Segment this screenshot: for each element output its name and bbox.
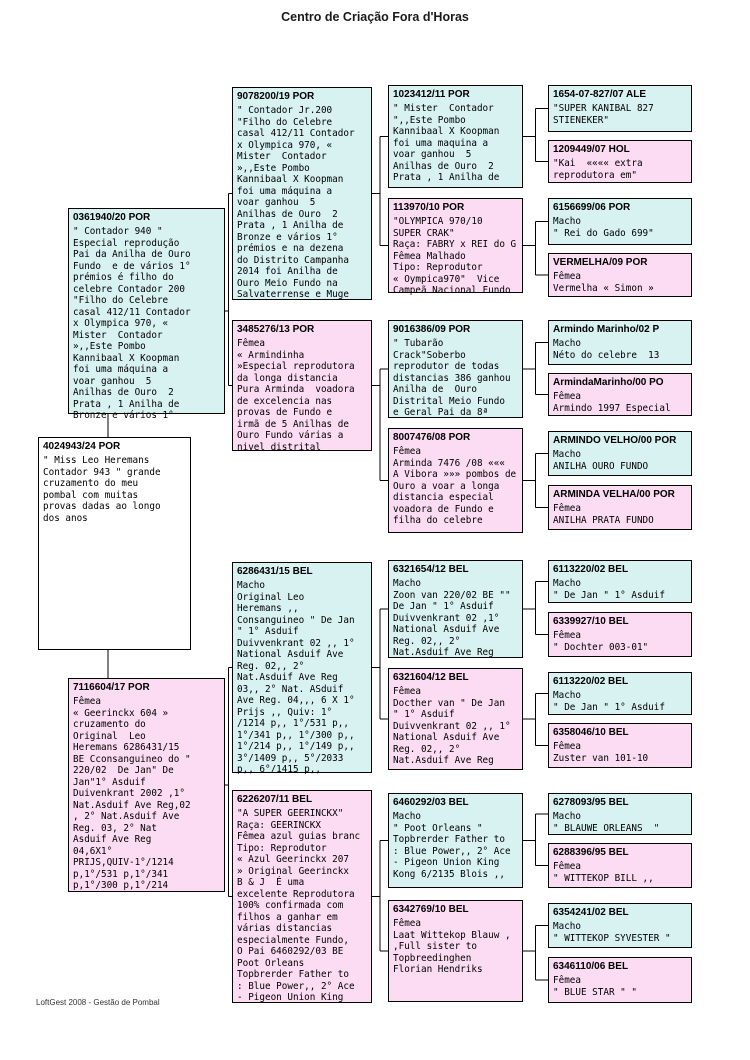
pedigree-box-sdds[interactable]: [548, 431, 692, 476]
footer-brand: LoftGest 2008 - Gestão de Pombal: [36, 998, 160, 1007]
ring-number: ArmindaMarinho/00 PO: [553, 377, 664, 388]
ring-number: 6113220/02 BEL: [553, 676, 629, 687]
pigeon-description: "Kai «««« extra reprodutora em": [553, 158, 643, 181]
pigeon-description: Fêmea Armindo 1997 Especial: [553, 391, 671, 414]
ring-number: 1654-07-827/07 ALE: [553, 89, 647, 100]
ring-number: 6156699/06 POR: [553, 202, 631, 213]
ring-number: 6278093/95 BEL: [553, 797, 629, 808]
pigeon-description: " Miss Leo Heremans Contador 943 " grande cruzamento do meu pombal com muitas provas dadas ao longo dos anos: [43, 455, 161, 524]
pigeon-description: Fêmea " Dochter 003-01": [553, 630, 649, 653]
report-title: Centro de Criação Fora d'Horas: [281, 10, 469, 24]
pigeon-description: " Contador 940 " Especial reprodução Pai da Anilha de Ouro Fundo e de vários 1° prémios é filho do celebre Contador 200 "Filho do Celebre casal 412/11 Contador x Olympica 970, « Mister Contador »,,Este Pombo Kannibaal X Koopman foi uma máquina a voar ganhou 5 Anilhas de Ouro 2 Prata , 1 Anilha de Bronze e vários 1°: [73, 226, 191, 421]
ring-number: 9016386/09 POR: [393, 324, 471, 335]
pedigree-box-ds[interactable]: [232, 562, 372, 773]
ring-number: 6321654/12 BEL: [393, 564, 469, 575]
ring-number: 8007476/08 POR: [393, 432, 471, 443]
pedigree-box-dsds[interactable]: [548, 672, 692, 715]
pedigree-box-sssd[interactable]: [548, 140, 692, 183]
pigeon-description: Fêmea « Armindinha »Especial reprodutora da longa distancia Pura Arminda voadora de excelencia nas provas de Fundo e irmã de 5 Anilhas de Ouro Fundo várias a nivel distrital: [237, 338, 355, 453]
ring-number: 6321604/12 BEL: [393, 672, 469, 683]
pigeon-description: Macho " De Jan " 1° Asduif: [553, 690, 665, 713]
pedigree-box-ddd[interactable]: [388, 900, 523, 1002]
ring-number: Armindo Marinho/02 P: [553, 324, 660, 335]
ring-number: 6113220/02 BEL: [553, 564, 629, 575]
pigeon-description: Fêmea ANILHA PRATA FUNDO: [553, 503, 654, 526]
pigeon-description: Macho " Rei do Gado 699": [553, 216, 654, 239]
pedigree-box-dds[interactable]: [388, 793, 523, 888]
ring-number: 6288396/95 BEL: [553, 847, 629, 858]
ring-number: 1209449/07 HOL: [553, 144, 630, 155]
pigeon-description: Macho Néto do celebre 13: [553, 338, 660, 361]
pedigree-box-ssss[interactable]: [548, 85, 692, 132]
ring-number: 6358046/10 BEL: [553, 727, 629, 738]
pedigree-box-ssds[interactable]: [548, 198, 692, 245]
ring-number: 4024943/24 POR: [43, 441, 121, 452]
pigeon-description: " Contador Jr.200 "Filho do Celebre casal 412/11 Contador x Olympica 970, « Mister Contador »,,Este Pombo Kannibaal X Koopman foi uma máquina a voar ganhou 5 Anilhas de Ouro 2 Prata , 1 Anilha de Bronze e vários 1° prémios e na dezena do Distrito Campanha 2014 foi Anilha de Ouro Meio Fundo na Salvaterrense e Muge: [237, 105, 355, 300]
ring-number: ARMINDA VELHA/00 POR: [553, 489, 675, 500]
pedigree-box-dd[interactable]: [232, 790, 372, 1003]
pedigree-box-dsd[interactable]: [388, 668, 523, 770]
pigeon-description: Macho " De Jan " 1° Asduif: [553, 578, 665, 601]
pigeon-description: Fêmea Arminda 7476 /08 ««« A Vibora »»» pombos de Ouro a voar a longa distancia especial voadora de Fundo e filha do celebre: [393, 446, 517, 526]
pigeon-description: Fêmea Docther van " De Jan " 1° Asduif Duivvenkrant 02 ,, 1° National Asduif Ave Reg. 02,, 2° Nat.Asduif Ave Reg: [393, 686, 511, 766]
ring-number: 113970/10 POR: [393, 202, 465, 213]
pigeon-description: Fêmea Vermelha « Simon »: [553, 271, 654, 294]
ring-number: 9078200/19 POR: [237, 91, 315, 102]
pigeon-description: "OLYMPICA 970/10 SUPER CRAK" Raça: FABRY x REI do G Fêmea Malhado Tipo: Reprodutor « Oympica970" Vice Campeã Nacional Fundo: [393, 216, 517, 296]
pedigree-box-ddss[interactable]: [548, 793, 692, 835]
ring-number: 3485276/13 POR: [237, 324, 315, 335]
pigeon-description: Macho " BLAUWE ORLEANS ": [553, 811, 660, 834]
ring-number: 6339927/10 BEL: [553, 616, 629, 627]
pedigree-box-sd[interactable]: [232, 320, 372, 451]
pedigree-box-sdsd[interactable]: [548, 373, 692, 416]
pedigree-box-dssd[interactable]: [548, 612, 692, 657]
pigeon-description: " Mister Contador ",,Este Pombo Kannibaal X Koopman foi uma maquina a voar ganhou 5 Anilhas de Ouro 2 Prata , 1 Anilha de: [393, 103, 500, 183]
pedigree-box-ssd[interactable]: [388, 198, 523, 296]
pigeon-description: Fêmea « Geerinckx 604 » cruzamento do Original Leo Heremans 6286431/15 BE Cconsanguineo do " 220/02 De Jan" De Jan"1° Asduif Duivenkrant 2002 ,1° Nat.Asduif Ave Reg,02 , 2° Nat.Asduif Ave Reg. 03, 2° Nat Asduif Ave Reg 04,6X1° PRIJS,QUIV-1°/1214 p,1°/531 p,1°/341 p,1°/300 p,1°/214: [73, 696, 191, 891]
ring-number: 6354241/02 BEL: [553, 907, 629, 918]
ring-number: ARMINDO VELHO/00 POR: [553, 435, 677, 446]
pigeon-description: Fêmea " WITTEKOP BILL ,,: [553, 861, 654, 884]
pedigree-box-dsss[interactable]: [548, 560, 692, 603]
pigeon-description: "A SUPER GEERINCKX" Raça: GEERINCKX Fêmea azul guias branc Tipo: Reprodutor « Azul Geerinckx 207 » Original Geerinckx B & J É uma excelente Reprodutora 100% confirmada com filhos a ganhar em várias distancias especialmente Fundo, O Pai 6460292/03 BE Poot Orleans Topbrerder Father to : Blue Power,, 2° Ace - Pigeon Union King: [237, 808, 361, 1003]
pedigree-box-sdd[interactable]: [388, 428, 523, 533]
pigeon-description: Macho " Poot Orleans " Topbrerder Father to : Blue Power,, 2° Ace - Pigeon Union King Kong 6/2135 Blois ,,: [393, 811, 511, 880]
ring-number: 6226207/11 BEL: [237, 794, 313, 805]
ring-number: 1023412/11 POR: [393, 89, 470, 100]
pedigree-box-d[interactable]: [68, 678, 225, 892]
pigeon-description: Macho " WITTEKOP SYVESTER ": [553, 921, 671, 944]
ring-number: 6346110/06 BEL: [553, 961, 629, 972]
pedigree-box-sds[interactable]: [388, 320, 523, 418]
pigeon-description: Macho Original Leo Heremans ,, Consanguineo " De Jan " 1° Asduif Duivvenkrant 02 ,, 1° National Asduif Ave Reg. 02,, 2° Nat.Asduif Ave Reg 03,, 2° Nat. ASduif Ave Reg. 04,,, 6 X 1° Prijs ,, Quiv: 1° /1214 p,, 1°/531 p,, 1°/341 p,, 1°/300 p,, 1°/214 p,, 1°/149 p,, 3°/1409 p,, 5°/2033 p,, 6°/1415 p,,: [237, 580, 355, 775]
pedigree-box-ddsd[interactable]: [548, 843, 692, 888]
ring-number: VERMELHA/09 POR: [553, 257, 648, 268]
pedigree-box-root[interactable]: [38, 437, 191, 650]
pedigree-box-sss[interactable]: [388, 85, 523, 188]
pigeon-description: " Tubarão Crack"Soberbo reprodutor de todas distancias 386 ganhou Anilha de Ouro Distrital Meio Fundo e Geral Pai da 8ª: [393, 338, 511, 418]
ring-number: 6286431/15 BEL: [237, 566, 313, 577]
pigeon-description: "SUPER KANIBAL 827 STIENEKER": [553, 103, 654, 126]
pigeon-description: Macho Zoon van 220/02 BE "" De Jan " 1° Asduif Duivvenkrant 02 ,1° National Asduif Ave Reg. 02,, 2° Nat.Asduif Ave Reg: [393, 578, 511, 658]
pedigree-box-ssdd[interactable]: [548, 253, 692, 297]
pedigree-box-s[interactable]: [68, 208, 225, 421]
pedigree-box-sddd[interactable]: [548, 485, 692, 530]
ring-number: 6342769/10 BEL: [393, 904, 469, 915]
pedigree-box-ss[interactable]: [232, 87, 372, 300]
pedigree-box-dss[interactable]: [388, 560, 523, 658]
pigeon-description: Fêmea Laat Wittekop Blauw , ,Full sister to Topbreedinghen Florian Hendriks: [393, 918, 511, 975]
pedigree-box-dddd[interactable]: [548, 957, 692, 1003]
ring-number: 0361940/20 POR: [73, 212, 151, 223]
pigeon-description: Macho ANILHA OURO FUNDO: [553, 449, 649, 472]
pedigree-box-sdss[interactable]: [548, 320, 692, 365]
pigeon-description: Fêmea Zuster van 101-10: [553, 741, 649, 764]
pedigree-box-ddds[interactable]: [548, 903, 692, 948]
ring-number: 6460292/03 BEL: [393, 797, 469, 808]
ring-number: 7116604/17 POR: [73, 682, 150, 693]
pigeon-description: Fêmea " BLUE STAR " ": [553, 975, 637, 998]
pedigree-box-dsdd[interactable]: [548, 723, 692, 768]
